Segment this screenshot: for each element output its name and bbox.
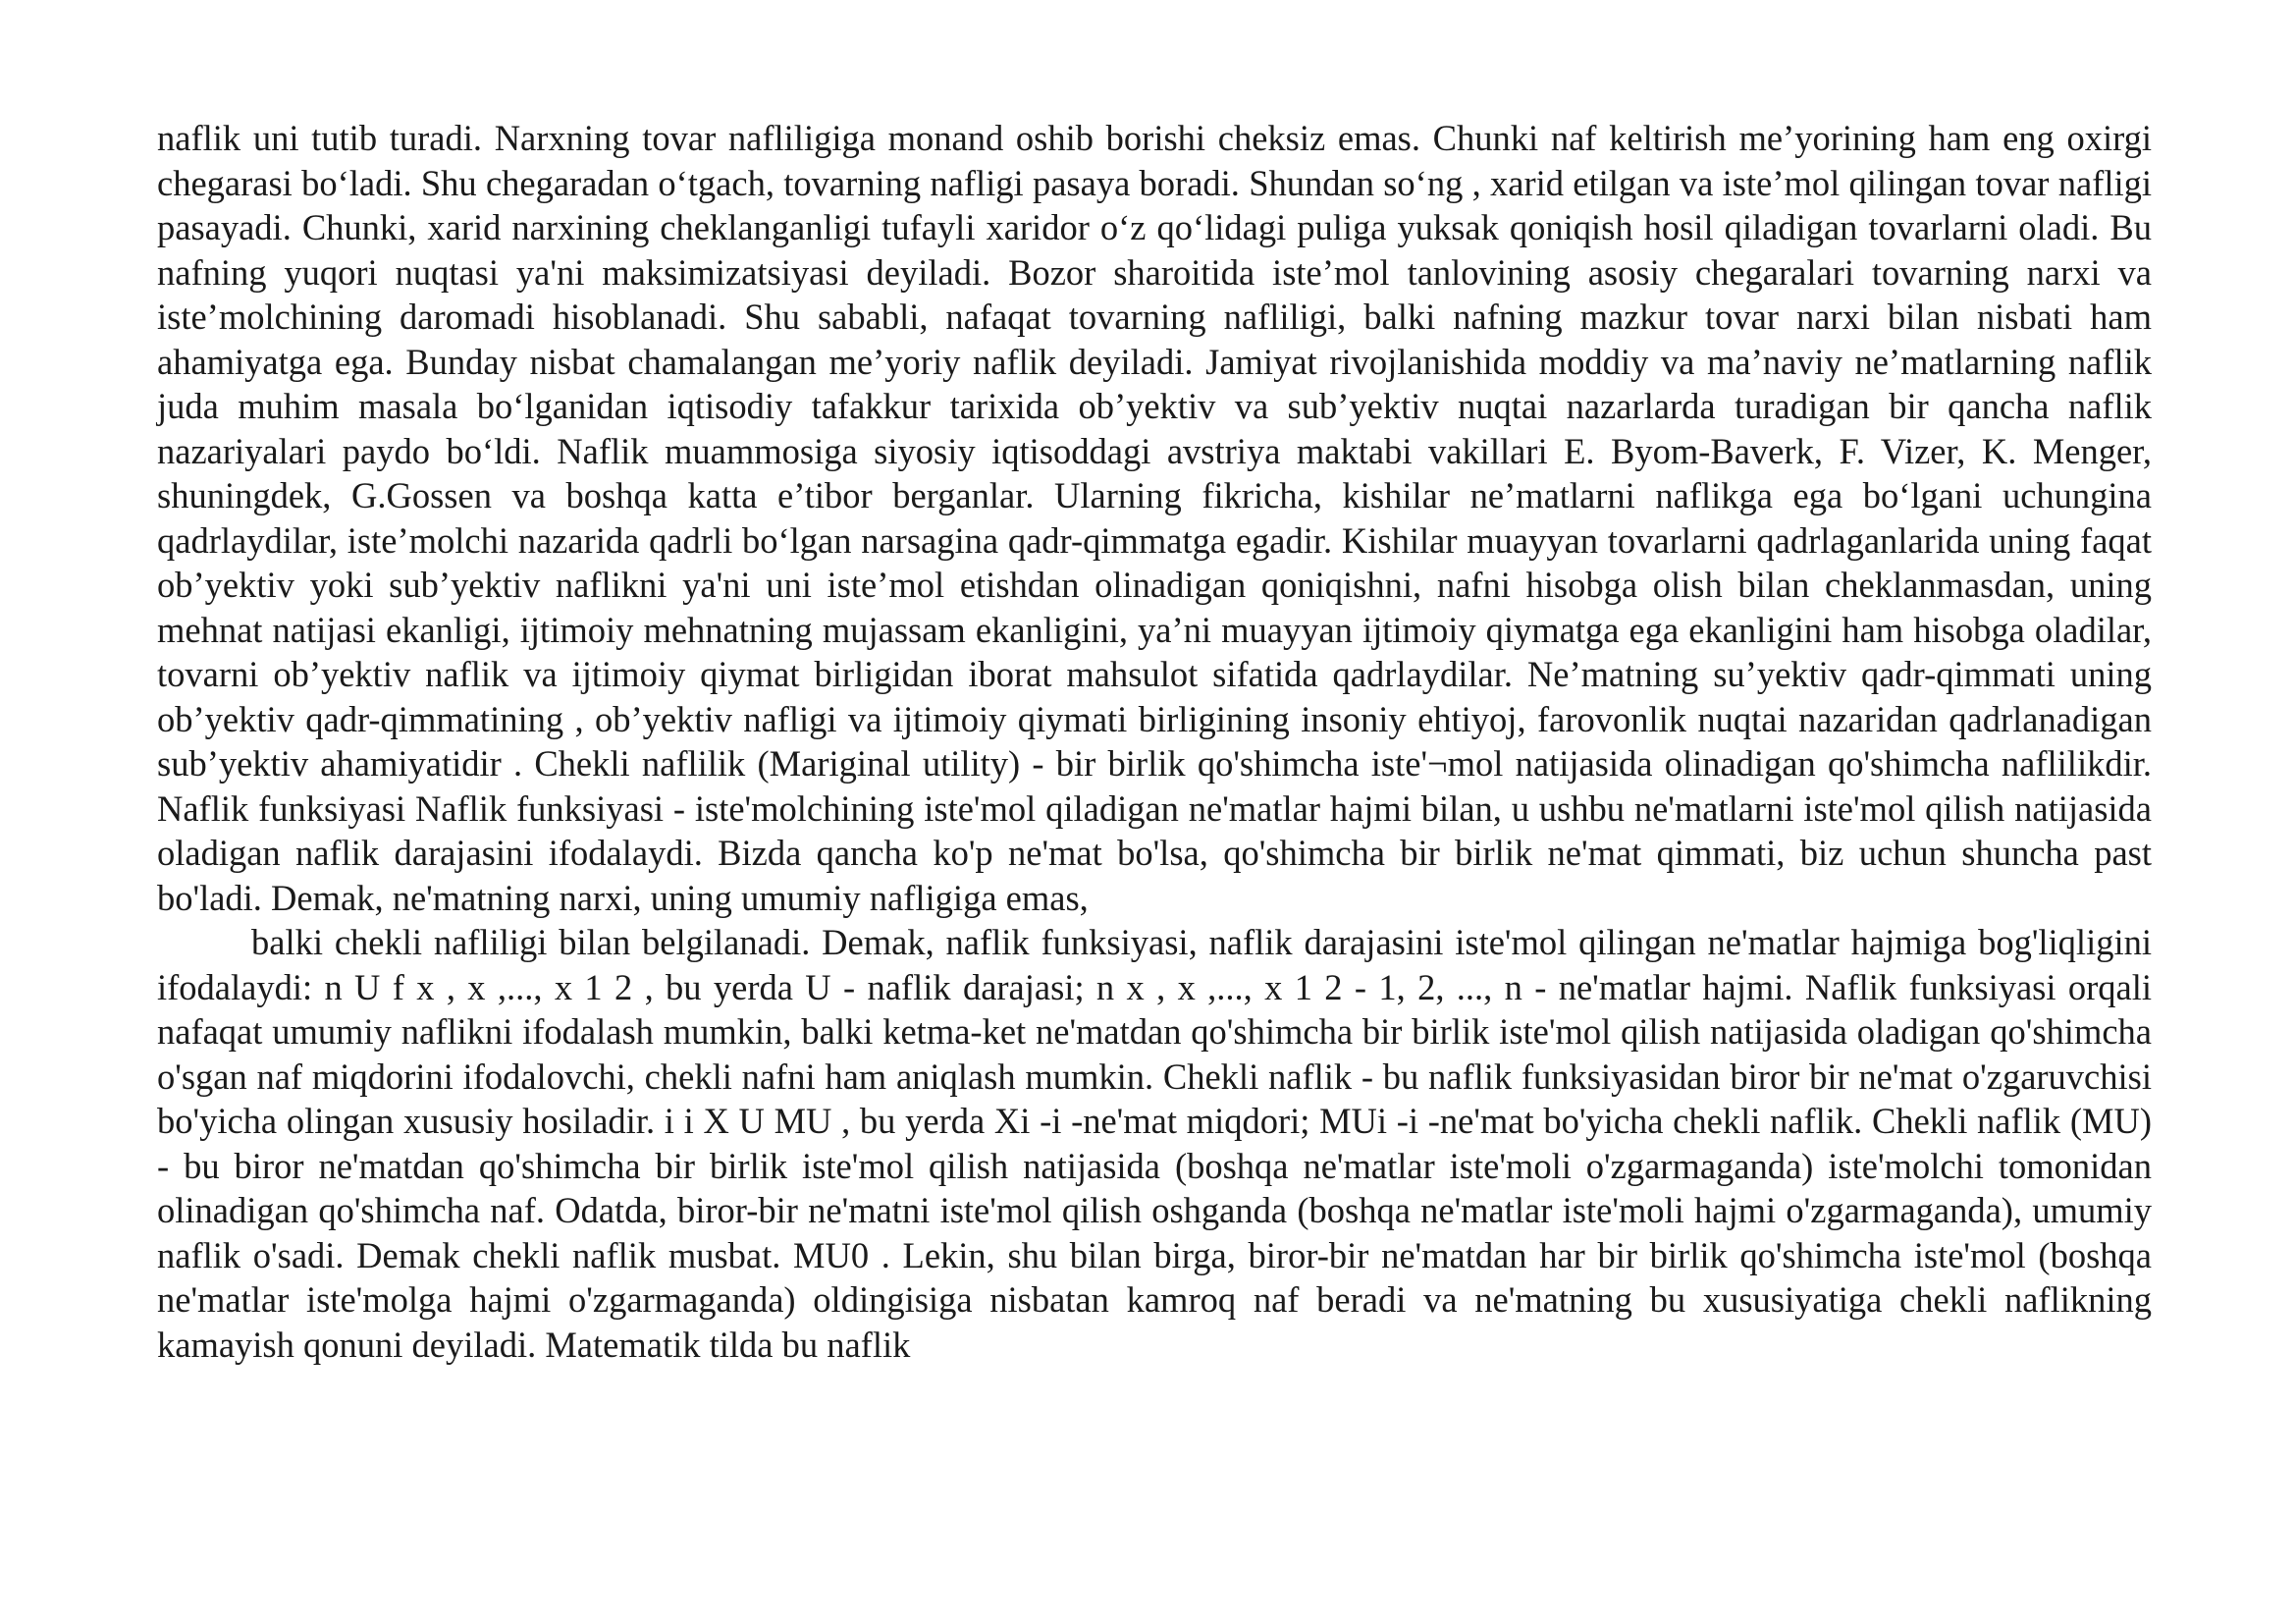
- paragraph-utility-function: balki chekli nafliligi bilan belgilanadi. Demak, naflik funksiyasi, naflik darajasini iste'mol qilingan ne'matlar hajmiga bog'liqligini ifodalaydi: n U f x , x ,..., x 1 2 , bu yerda U - naflik darajasi; n x , x ,..., x 1 2 - 1, 2, ..., n - ne'matlar hajmi. Naflik funksiyasi orqali nafaqat umumiy naflikni ifodalash mumkin, balki ketma-ket ne'matdan qo'shimcha bir birlik iste'mol qilish natijasida oladigan qo'shimcha o'sgan naf miqdorini ifodalovchi, chekli nafni ham aniqlash mumkin. Chekli naflik - bu naflik funksiyasidan biror bir ne'mat o'zgaruvchisi bo'yicha olingan xususiy hosiladir. i i X U MU , bu yerda Xi -i -ne'mat miqdori; MUi -i -ne'mat bo'yicha chekli naflik. Chekli naflik (MU) - bu biror ne'matdan qo'shimcha bir birlik iste'mol qilish natijasida (boshqa ne'matlar iste'moli o'zgarmaganda) iste'molchi tomonidan olinadigan qo'shimcha naf. Odatda, biror-bir ne'matni iste'mol qilish oshganda (boshqa ne'matlar iste'moli hajmi o'zgarmaganda), umumiy naflik o'sadi. Demak chekli naflik musbat. MU0 . Lekin, shu bilan birga, biror-bir ne'matdan har bir birlik qo'shimcha iste'mol (boshqa ne'matlar iste'molga hajmi o'zgarmaganda) oldingisiga nisbatan kamroq naf beradi va ne'matning bu xususiyatiga chekli naflikning kamayish qonuni deyiladi. Matematik tilda bu naflik: [157, 922, 2152, 1365]
- paragraph-utility-theory: naflik uni tutib turadi. Narxning tovar nafliligiga monand oshib borishi cheksiz emas. Chunki naf keltirish me’yorining ham eng oxirgi chegarasi bo‘ladi. Shu chegaradan o‘tgach, tovarning nafligi pasaya boradi. Shundan so‘ng , xarid etilgan va iste’mol qilingan tovar nafligi pasayadi. Chunki, xarid narxining cheklanganligi tufayli xaridor o‘z qo‘lidagi puliga yuksak qoniqish hosil qiladigan tovarlarni oladi. Bu nafning yuqori nuqtasi ya'ni maksimizatsiyasi deyiladi. Bozor sharoitida iste’mol tanlovining asosiy chegaralari tovarning narxi va iste’molchining daromadi hisoblanadi. Shu sababli, nafaqat tovarning nafliligi, balki nafning mazkur tovar narxi bilan nisbati ham ahamiyatga ega. Bunday nisbat chamalangan me’yoriy naflik deyiladi. Jamiyat rivojlanishida moddiy va ma’naviy ne’matlarning naflik juda muhim masala bo‘lganidan iqtisodiy tafakkur tarixida ob’yektiv va sub’yektiv nuqtai nazarlarda turadigan bir qancha naflik nazariyalari paydo bo‘ldi. Naflik muammosiga siyosiy iqtisoddagi avstriya maktabi vakillari E. Byom-Baverk, F. Vizer, K. Menger, shuningdek, G.Gossen va boshqa katta e’tibor berganlar. Ularning fikricha, kishilar ne’matlarni naflikga ega bo‘lgani uchungina qadrlaydilar, iste’molchi nazarida qadrli bo‘lgan narsagina qadr-qimmatga egadir. Kishilar muayyan tovarlarni qadrlaganlarida uning faqat ob’yektiv yoki sub’yektiv naflikni ya'ni uni iste’mol etishdan olinadigan qoniqishni, nafni hisobga olish bilan cheklanmasdan, uning mehnat natijasi ekanligi, ijtimoiy mehnatning mujassam ekanligini, ya’ni muayyan ijtimoiy qiymatga ega ekanligini ham hisobga oladilar, tovarni ob’yektiv naflik va ijtimoiy qiymat birligidan iborat mahsulot sifatida qadrlaydilar. Ne’matning su’yektiv qadr-qimmati uning ob’yektiv qadr-qimmatining , ob’yektiv nafligi va ijtimoiy qiymati birligining insoniy ehtiyoj, farovonlik nuqtai nazaridan qadrlanadigan sub’yektiv ahamiyatidir . Chekli naflilik (Mariginal utility) - bir birlik qo'shimcha iste'¬mol natijasida olinadigan qo'shimcha naflilikdir. Naflik funksiyasi Naflik funksiyasi - iste'molchining iste'mol qiladigan ne'matlar hajmi bilan, u ushbu ne'matlarni iste'mol qilish natijasida oladigan naflik darajasini ifodalaydi. Bizda qancha ko'p ne'mat bo'lsa, qo'shimcha bir birlik ne'mat qimmati, biz uchun shuncha past bo'ladi. Demak, ne'matning narxi, uning umumiy nafligiga emas,: [157, 118, 2152, 918]
- document-page: [157, 116, 2152, 1367]
